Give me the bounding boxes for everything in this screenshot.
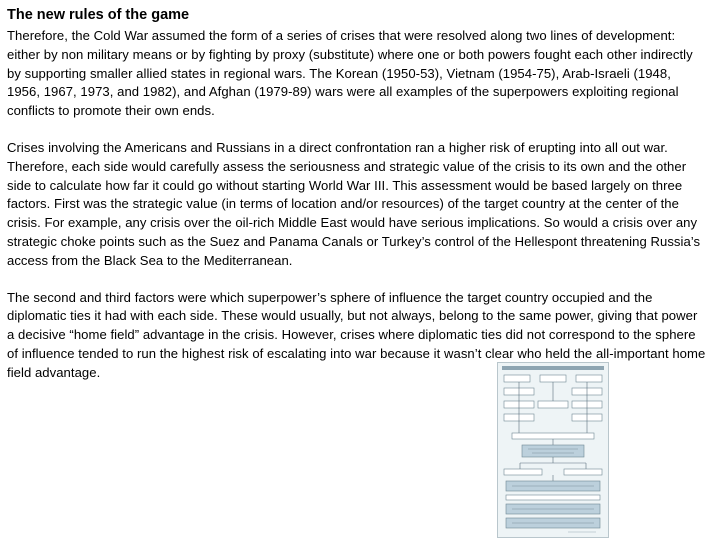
document-page (7, 5, 707, 401)
flowchart-thumbnail (497, 362, 609, 538)
document-title: The new rules of the game (7, 7, 190, 23)
paragraph-3: The second and third factors were which superpower’s sphere of influence the target country occupied and the diplomatic ties it had with each side. These would usually, but not always, belong to the same power, giving that power a decisive “home field” advantage in the crisis. However, crises where diplomatic ties did not correspond to the sphere of influence tended to run the highest risk of escalating into war because it wasn’t clear who held the all-important home field advantage. (7, 289, 706, 380)
flowchart-icon (498, 363, 608, 537)
paragraph-2: Crises involving the Americans and Russians in a direct confrontation ran a higher risk of erupting into all out war. Therefore, each side would carefully assess the seriousness and strategic value of the crisis to its own and the other side to calculate how far it could go without starting World War III. This assessment would be based largely on three factors. First was the strategic value (in terms of location and/or resources) of the target country at the center of the crisis. For example, any crisis over the oil-rich Middle East would have serious implications. So would a crisis over any strategic choke points such as the Suez and Panama Canals or Turkey’s control of the Hellespont threatening Russia’s access from the Black Sea to the Mediterranean. (7, 139, 701, 268)
paragraph-1: Therefore, the Cold War assumed the form of a series of crises that were resolved along two lines of development: either by non military means or by fighting by proxy (substitute) where one or both powers fought each other indirectly by supporting smaller allied states in regional wars. The Korean (1950-53), Vietnam (1954-75), Arab-Israeli (1948, 1956, 1967, 1973, and 1982), and Afghan (1979-89) wars were all examples of the superpowers exploiting regional conflicts to promote their own ends. (7, 28, 693, 119)
